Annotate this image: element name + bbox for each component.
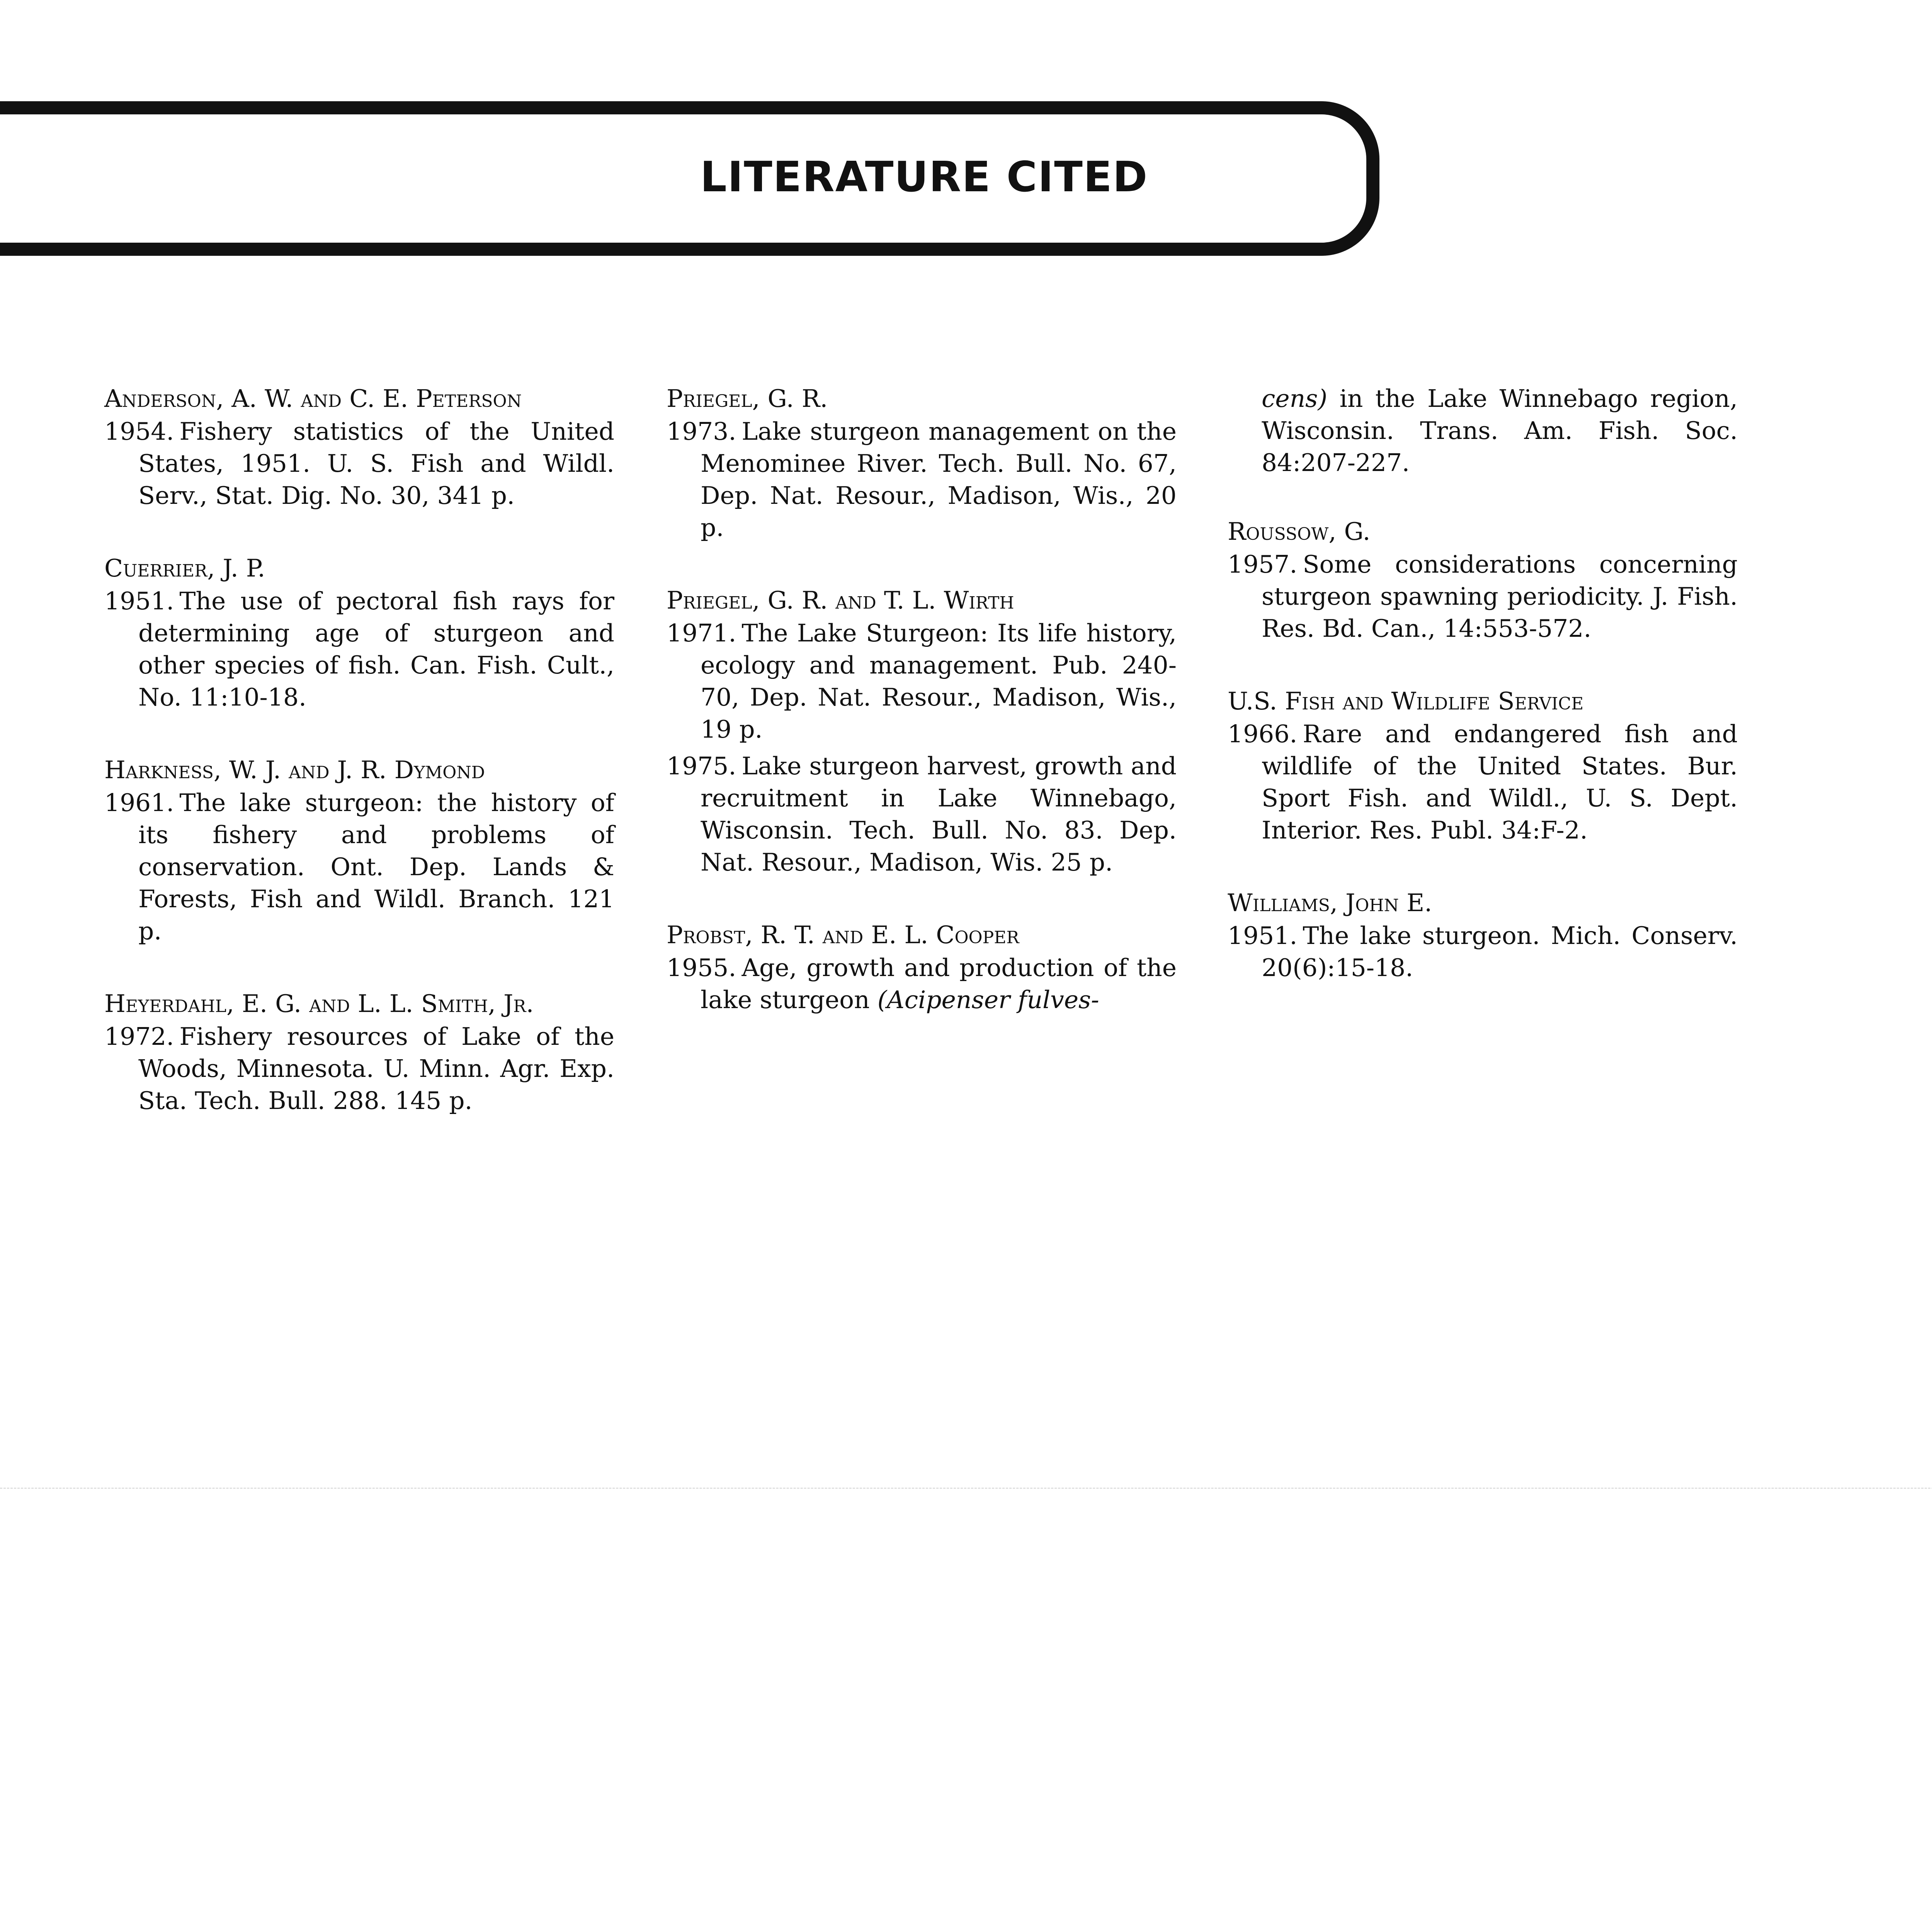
reference-item [104, 585, 614, 713]
reference-year: 1957. [1228, 550, 1298, 578]
reference-year: 1973. [667, 417, 736, 446]
reference-text: Lake sturgeon management on the Menominee River. Tech. Bull. No. 67, Dep. Nat. Resour., Madison, Wis., 20 p. [701, 417, 1177, 542]
reference-entry [104, 383, 614, 512]
reference-item [1228, 718, 1738, 846]
page-heading: LITERATURE CITED [700, 153, 1148, 201]
reference-text: Lake sturgeon harvest, growth and recruitment in Lake Winnebago, Wisconsin. Tech. Bull. No. 83. Dep. Nat. Resour., Madison, Wis. 25 p. [701, 752, 1177, 876]
reference-text: Fishery resources of Lake of the Woods, Minnesota. U. Minn. Agr. Exp. Sta. Tech. Bull. 288. 145 p. [138, 1022, 614, 1115]
reference-year: 1966. [1228, 720, 1298, 748]
reference-item [1228, 920, 1738, 984]
reference-year: 1951. [1228, 922, 1298, 950]
reference-author: Roussow, G. [1228, 517, 1371, 546]
reference-text: The Lake Sturgeon: Its life history, ecology and management. Pub. 240-70, Dep. Nat. Resour., Madison, Wis., 19 p. [701, 619, 1177, 743]
reference-year: 1951. [104, 587, 174, 615]
reference-author: Harkness, W. J. and J. R. Dymond [104, 756, 485, 784]
reference-item [667, 415, 1177, 544]
reference-entry [104, 552, 614, 713]
reference-entry [1228, 685, 1738, 846]
reference-item [667, 617, 1177, 745]
species-name-end: cens) [1262, 384, 1328, 413]
reference-year: 1972. [104, 1022, 174, 1051]
reference-item [104, 787, 614, 947]
reference-year: 1975. [667, 752, 736, 780]
reference-author: Heyerdahl, E. G. and L. L. Smith, Jr. [104, 990, 534, 1018]
reference-author: Probst, R. T. and E. L. Cooper [667, 921, 1019, 949]
reference-year: 1971. [667, 619, 736, 647]
reference-item [667, 750, 1177, 878]
reference-text: The lake sturgeon: the history of its fishery and problems of conservation. Ont. Dep. Lands & Forests, Fish and Wildl. Branch. 121 p. [138, 789, 614, 945]
reference-item [104, 1020, 614, 1117]
heading-banner [0, 101, 1379, 256]
reference-text: The use of pectoral fish rays for determining age of sturgeon and other species of fish. Can. Fish. Cult., No. 11:10-18. [138, 587, 614, 711]
references-column-3 [1228, 383, 1738, 1024]
reference-author: Williams, John E. [1228, 889, 1432, 917]
species-name: (Acipenser fulves- [877, 986, 1099, 1014]
reference-entry [667, 383, 1177, 544]
reference-author: U.S. Fish and Wildlife Service [1228, 687, 1584, 715]
reference-text: Age, growth and production of the lake sturgeon [701, 954, 1177, 1014]
reference-author: Cuerrier, J. P. [104, 554, 265, 582]
reference-item [1228, 548, 1738, 645]
reference-year: 1961. [104, 789, 174, 817]
reference-text: Some considerations concerning sturgeon spawning periodicity. J. Fish. Res. Bd. Can., 14:553-572. [1262, 550, 1738, 643]
reference-entry [1228, 887, 1738, 984]
reference-entry [104, 754, 614, 947]
reference-author: Priegel, G. R. and T. L. Wirth [667, 586, 1014, 614]
reference-entry [1228, 515, 1738, 645]
reference-author: Anderson, A. W. and C. E. Peterson [104, 384, 522, 413]
reference-author: Priegel, G. R. [667, 384, 828, 413]
references-column-1 [104, 383, 614, 1157]
reference-year: 1955. [667, 954, 736, 982]
reference-item [667, 952, 1177, 1016]
reference-continuation [1228, 383, 1738, 479]
reference-entry [667, 919, 1177, 1016]
reference-text: Fishery statistics of the United States, 1951. U. S. Fish and Wildl. Serv., Stat. Dig. No. 30, 341 p. [138, 417, 614, 510]
reference-entry [104, 988, 614, 1117]
fold-line [0, 1488, 1932, 1489]
references-column-2 [667, 383, 1177, 1056]
reference-entry [667, 584, 1177, 878]
reference-item [104, 415, 614, 512]
reference-text: The lake sturgeon. Mich. Conserv. 20(6):15-18. [1262, 922, 1738, 982]
reference-year: 1954. [104, 417, 174, 446]
reference-text: Rare and endangered fish and wildlife of the United States. Bur. Sport Fish. and Wildl., U. S. Dept. Interior. Res. Publ. 34:F-2. [1262, 720, 1738, 844]
reference-text: in the Lake Winnebago region, Wisconsin. Trans. Am. Fish. Soc. 84:207-227. [1262, 384, 1738, 477]
